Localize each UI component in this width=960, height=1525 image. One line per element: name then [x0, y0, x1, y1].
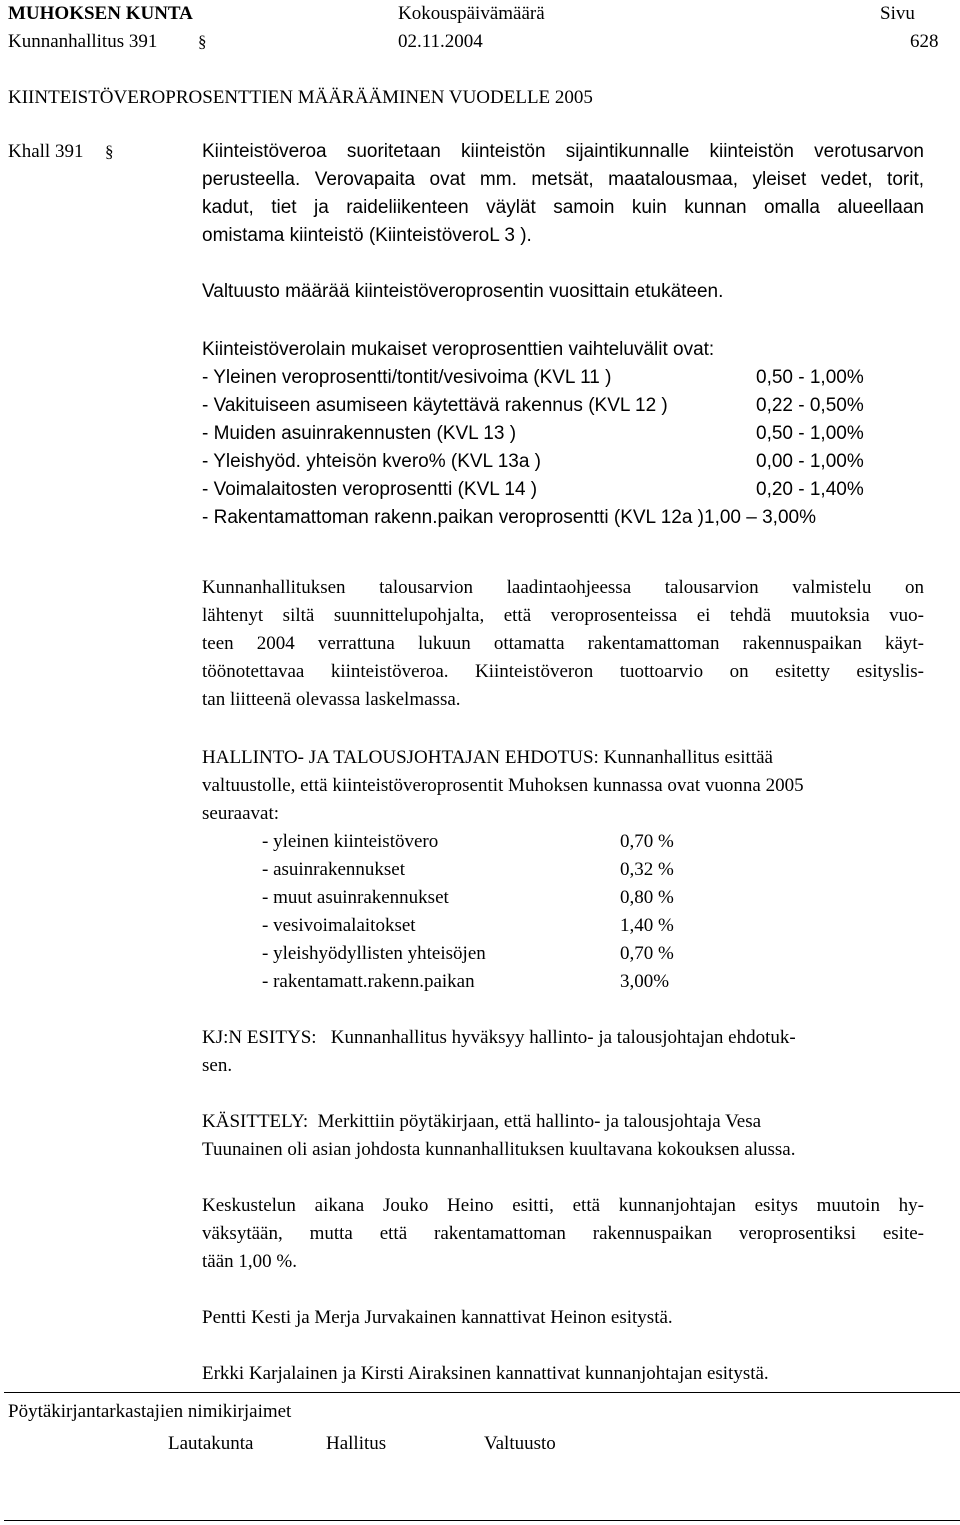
text-line: töönotettavaa kiinteistöveroa. Kiinteistöveron tuottoarvio on esitetty esityslis- [202, 661, 924, 682]
rate-row [262, 884, 924, 912]
proposal-heading: HALLINTO- JA TALOUSJOHTAJAN EHDOTUS: [202, 747, 599, 768]
discussion-paragraph [202, 1192, 924, 1276]
kj-section [202, 1024, 924, 1080]
rate-label: - muut asuinrakennukset [262, 887, 449, 908]
case-reference: Khall 391 [8, 141, 84, 162]
range-label: - Rakentamattoman rakenn.paikan veroprosentti (KVL 12a )1,00 – 3,00% [202, 507, 816, 528]
footer-bottom-rule [4, 1520, 960, 1521]
kasittely-section [202, 1108, 924, 1164]
rate-row [262, 856, 924, 884]
text-line: Keskustelun aikana Jouko Heino esitti, että kunnanjohtajan esitys muutoin hy- [202, 1195, 924, 1216]
text-line: omistama kiinteistö (KiinteistöveroL 3 ). [202, 225, 532, 246]
range-value: 0,22 - 0,50% [756, 395, 864, 416]
budget-paragraph [202, 574, 924, 714]
support-paragraph-1: Pentti Kesti ja Merja Jurvakainen kannattivat Heinon esitystä. [202, 1307, 673, 1328]
range-label: - Yleinen veroprosentti/tontit/vesivoima (KVL 11 ) [202, 367, 612, 388]
text-line: seuraavat: [202, 803, 280, 824]
support-paragraph-2: Erkki Karjalainen ja Kirsti Airaksinen kannattivat kunnanjohtajan esitystä. [202, 1363, 769, 1384]
footer-col-hallitus: Hallitus [326, 1433, 387, 1454]
rate-label: - vesivoimalaitokset [262, 915, 416, 936]
range-value: 0,50 - 1,00% [756, 423, 864, 444]
case-section-symbol: § [105, 142, 114, 161]
text-line: valtuustolle, että kiinteistöveroprosentit Muhoksen kunnassa ovat vuonna 2005 [202, 775, 804, 796]
rate-label: - asuinrakennukset [262, 859, 405, 880]
page-title: KIINTEISTÖVEROPROSENTTIEN MÄÄRÄÄMINEN VUODELLE 2005 [8, 87, 593, 108]
range-row [202, 504, 924, 532]
footer-title: Pöytäkirjantarkastajien nimikirjaimet [8, 1401, 292, 1422]
text-line: Merkittiin pöytäkirjaan, että hallinto- ja talousjohtaja Vesa [317, 1111, 762, 1132]
text-line: lähtenyt siltä suunnittelupohjalta, että veroprosenteissa ei tehdä muutoksia vuo- [202, 605, 924, 626]
range-label: - Yleishyöd. yhteisön kvero% (KVL 13a ) [202, 451, 542, 472]
org-name: MUHOKSEN KUNTA [8, 3, 193, 24]
text-line: Kunnanhallitus esittää [603, 747, 773, 768]
range-list [202, 336, 924, 532]
text-line: Tuunainen oli asian johdosta kunnanhallituksen kuultavana kokouksen alussa. [202, 1139, 796, 1160]
rate-value: 1,40 % [620, 915, 674, 936]
text-line: Kunnanhallitus hyväksyy hallinto- ja talousjohtajan ehdotuk- [330, 1027, 796, 1048]
kasittely-heading: KÄSITTELY: [202, 1111, 309, 1132]
text-line: tään 1,00 %. [202, 1251, 297, 1272]
meeting-date: 02.11.2004 [398, 31, 483, 52]
text-line: tan liitteenä olevassa laskelmassa. [202, 689, 461, 710]
rate-value: 0,80 % [620, 887, 674, 908]
kj-heading: KJ:N ESITYS: [202, 1027, 317, 1048]
rate-value: 0,70 % [620, 831, 674, 852]
range-label: - Muiden asuinrakennusten (KVL 13 ) [202, 423, 517, 444]
text-line: Kiinteistöveroa suoritetaan kiinteistön sijaintikunnalle kiinteistön verotusarvon [202, 141, 924, 162]
range-value: 0,00 - 1,00% [756, 451, 864, 472]
date-label: Kokouspäivämäärä [398, 3, 545, 24]
rate-row [262, 968, 924, 996]
footer-col-lautakunta: Lautakunta [168, 1433, 254, 1454]
section-symbol: § [198, 32, 207, 51]
rate-label: - yleinen kiinteistövero [262, 831, 439, 852]
council-paragraph: Valtuusto määrää kiinteistöveroprosentin vuosittain etukäteen. [202, 281, 724, 302]
range-intro: Kiinteistöverolain mukaiset veroprosenttien vaihteluvälit ovat: [202, 339, 715, 360]
rate-value: 3,00% [620, 971, 670, 992]
rate-value: 0,32 % [620, 859, 674, 880]
proposal-section [202, 744, 924, 828]
rate-list [262, 828, 924, 996]
rate-row [262, 828, 924, 856]
range-value: 0,20 - 1,40% [756, 479, 864, 500]
rate-label: - yleishyödyllisten yhteisöjen [262, 943, 486, 964]
range-row [202, 392, 924, 420]
page-number: 628 [910, 31, 939, 52]
intro-paragraph [202, 138, 924, 250]
range-row [202, 476, 924, 504]
range-value: 0,50 - 1,00% [756, 367, 864, 388]
rate-row [262, 940, 924, 968]
text-line: kadut, tiet ja raideliikenteen väylät samoin kuin kunnan omalla alueellaan [202, 197, 924, 218]
rate-value: 0,70 % [620, 943, 674, 964]
meeting-body: Kunnanhallitus 391 [8, 31, 158, 52]
text-line: sen. [202, 1055, 233, 1076]
proposal-first-line [202, 744, 924, 772]
text-line: Kunnanhallituksen talousarvion laadintaohjeessa talousarvion valmistelu on [202, 577, 924, 598]
footer-col-valtuusto: Valtuusto [484, 1433, 556, 1454]
range-row [202, 364, 924, 392]
footer-rule [4, 1392, 960, 1393]
rate-row [262, 912, 924, 940]
text-line: teen 2004 verrattuna lukuun ottamatta rakentamattoman rakennuspaikan käyt- [202, 633, 924, 654]
range-label: - Vakituiseen asumiseen käytettävä rakennus (KVL 12 ) [202, 395, 668, 416]
range-row [202, 448, 924, 476]
page-label: Sivu [880, 3, 915, 24]
rate-label: - rakentamatt.rakenn.paikan [262, 971, 475, 992]
kasittely-first-line [202, 1108, 924, 1136]
text-line: perusteella. Verovapaita ovat mm. metsät, maatalousmaa, yleiset vedet, torit, [202, 169, 924, 190]
range-row [202, 420, 924, 448]
kj-first-line [202, 1024, 924, 1052]
range-label: - Voimalaitosten veroprosentti (KVL 14 ) [202, 479, 538, 500]
text-line: väksytään, mutta että rakentamattoman rakennuspaikan veroprosentiksi esite- [202, 1223, 924, 1244]
